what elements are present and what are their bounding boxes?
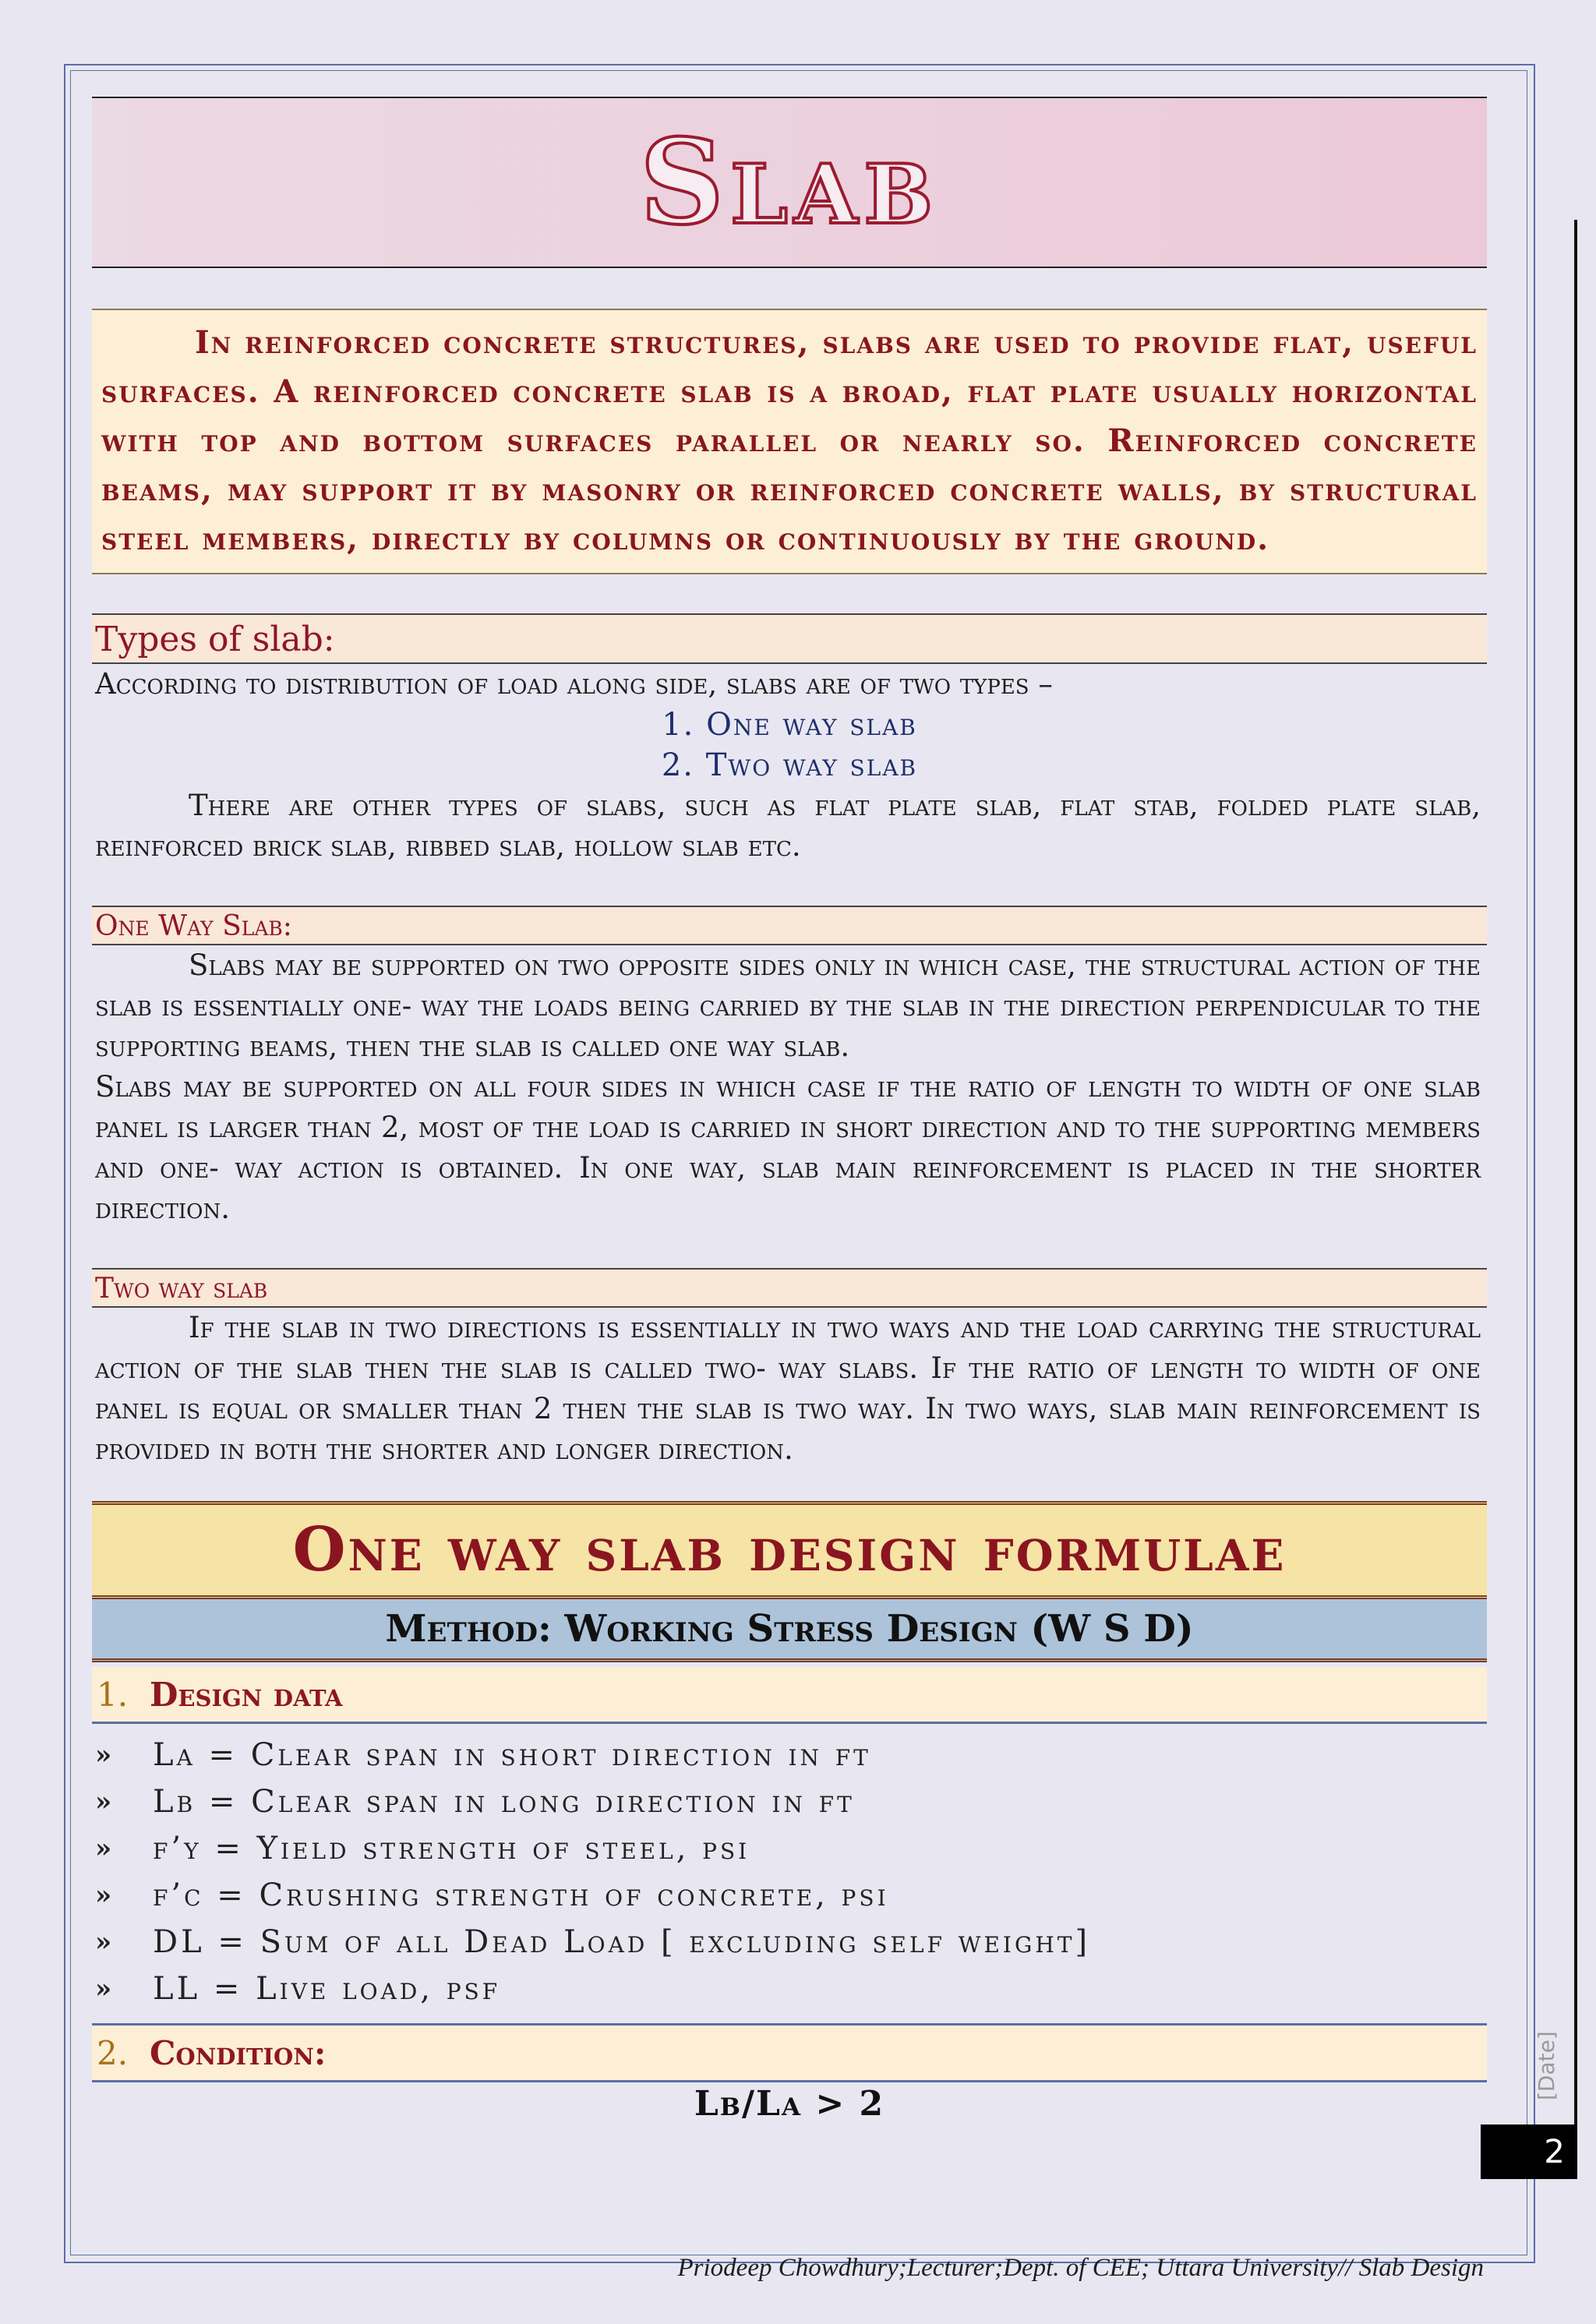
list-item: 2. Two way slab	[661, 747, 918, 783]
step-label: Condition:	[150, 2033, 327, 2072]
types-heading: Types of slab:	[92, 613, 1487, 664]
condition-formula: Lb/La > 2	[694, 2084, 885, 2124]
one-way-paragraph-1: Slabs may be supported on two opposite sides only in which case, the structural action of the slab is essentially one- way the loads being carried by the slab in the direction perpendicular to the supporting beams, then the slab is called one way slab.	[95, 948, 1481, 1063]
chevron-right-icon: »	[95, 1833, 112, 1864]
formulae-title: One way slab design formulae	[92, 1501, 1487, 1599]
step-condition	[92, 2023, 1487, 2082]
step-design-data	[92, 1667, 1487, 1724]
types-lead: According to distribution of load along side, slabs are of two types –	[95, 667, 1053, 701]
document-content	[92, 97, 1487, 2124]
two-way-heading: Two way slab	[92, 1268, 1487, 1308]
chevron-right-icon: »	[95, 1927, 112, 1958]
list-item: » DL = Sum of all Dead Load [ excluding self weight]	[92, 1919, 1487, 1966]
two-way-paragraph: If the slab in two directions is essentially in two ways and the load carrying the structural action of the slab then the slab is called two- way slabs. If the ratio of length to width of one panel is equal or smaller than 2 then the slab is two way. In two ways, slab main reinforcement is provided in both the shorter and longer direction.	[95, 1311, 1481, 1466]
one-way-heading: One Way Slab:	[92, 906, 1487, 945]
list-item: » f’c = Crushing strength of concrete, psi	[92, 1872, 1487, 1919]
list-item: » La = Clear span in short direction in ft	[92, 1732, 1487, 1778]
date-placeholder: [Date]	[1534, 2031, 1559, 2100]
types-list	[92, 705, 1487, 786]
step-label: Design data	[150, 1675, 343, 1714]
list-item: » Lb = Clear span in long direction in ft	[92, 1778, 1487, 1825]
list-item: » LL = Live load, psf	[92, 1966, 1487, 2012]
method-heading: Method: Working Stress Design (W S D)	[92, 1599, 1487, 1662]
intro-paragraph: In reinforced concrete structures, slabs are used to provide flat, useful surfaces. A reinforced concrete slab is a broad, flat plate usually horizontal with top and bottom surfaces parallel or nearly so. Reinforced concrete beams, may support it by masonry or reinforced concrete walls, by structural steel members, directly by columns or continuously by the ground.	[92, 309, 1487, 574]
chevron-right-icon: »	[95, 1880, 112, 1911]
chevron-right-icon: »	[95, 1786, 112, 1817]
types-other-paragraph: There are other types of slabs, such as flat plate slab, flat stab, folded plate slab, reinforced brick slab, ribbed slab, hollow slab etc.	[95, 789, 1481, 863]
step-number: 1.	[97, 1675, 129, 1714]
footer-credit: Priodeep Chowdhury;Lecturer;Dept. of CEE; Uttara University// Slab Design	[677, 2254, 1484, 2282]
design-data-list	[92, 1732, 1487, 2012]
title-banner	[92, 97, 1487, 268]
list-item: 1. One way slab	[662, 707, 917, 743]
chevron-right-icon: »	[95, 1739, 112, 1771]
list-item: » f’y = Yield strength of steel, psi	[92, 1825, 1487, 1872]
page-title: Slab	[639, 114, 940, 251]
step-number: 2.	[97, 2033, 129, 2072]
sidebar-rule	[1574, 220, 1577, 2145]
chevron-right-icon: »	[95, 1973, 112, 2004]
one-way-paragraph-2: Slabs may be supported on all four sides in which case if the ratio of length to width of one slab panel is larger than 2, most of the load is carried in short direction and to the supporting members and one- way action is obtained. In one way, slab main reinforcement is placed in the shorter direction.	[95, 1070, 1481, 1225]
page-number: 2	[1481, 2124, 1577, 2179]
